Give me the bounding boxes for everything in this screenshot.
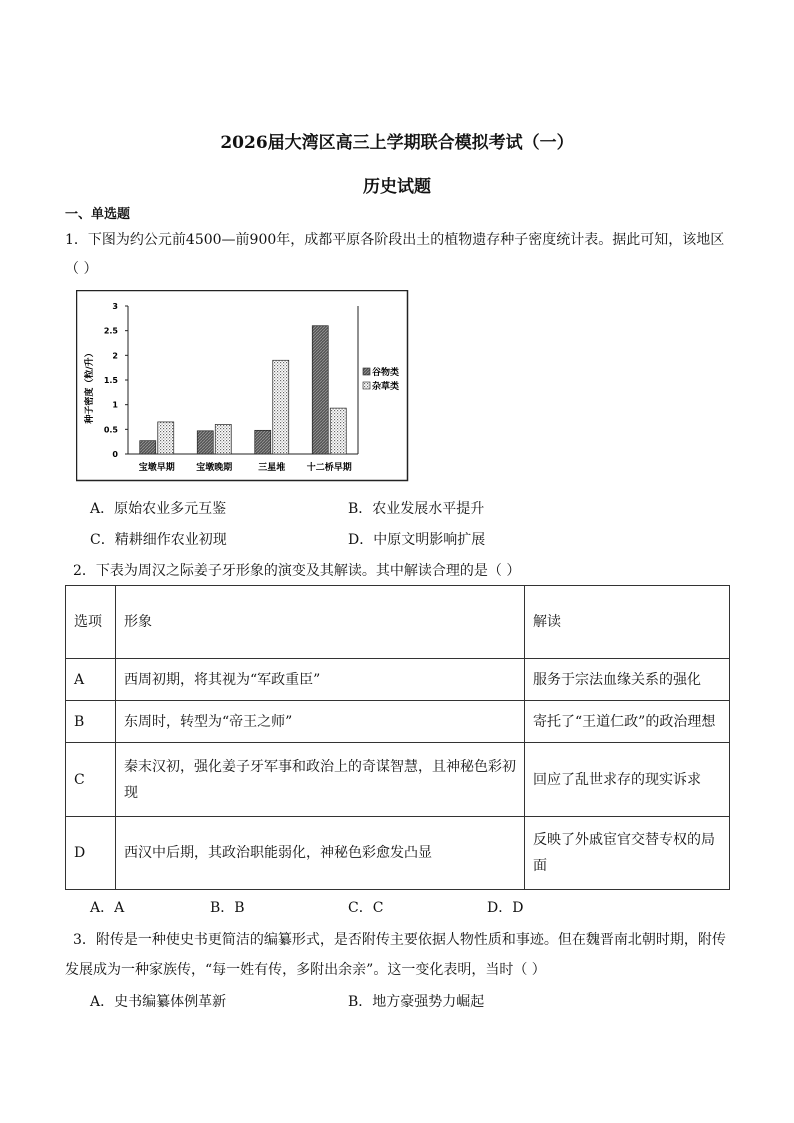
- q3-stem-line2: 发展成为一种家族传，“每一姓有传，多附出余亲”。这一变化表明，当时（ ）: [65, 962, 546, 978]
- y-tick-label: 2: [112, 351, 118, 361]
- q3-option-b[interactable]: B．地方豪强势力崛起: [348, 994, 485, 1010]
- x-tick-label: 三星堆: [258, 463, 286, 473]
- y-axis-label: 种子密度（粒/升）: [85, 348, 95, 424]
- q2-option-b[interactable]: B．B: [210, 900, 245, 916]
- bar-grain: [197, 431, 213, 454]
- table-header-cell: 选项: [66, 586, 116, 659]
- y-tick-label: 2.5: [103, 326, 118, 336]
- q2-table: [65, 585, 730, 890]
- table-header-row: [66, 586, 730, 659]
- table-cell: D: [66, 817, 116, 890]
- table-header-cell: 形象: [116, 586, 525, 659]
- table-cell: 反映了外戚宦官交替专权的局面: [525, 817, 730, 890]
- table-header-cell: 解读: [525, 586, 730, 659]
- table-cell: 东周时，转型为“帝王之师”: [116, 701, 525, 743]
- q1-stem-line2: （ ）: [65, 261, 98, 277]
- q3-option-a[interactable]: A．史书编纂体例革新: [90, 994, 227, 1010]
- y-tick-label: 0.5: [103, 425, 118, 435]
- bar-grain: [255, 430, 271, 454]
- q1-option-d[interactable]: D．中原文明影响扩展: [348, 532, 486, 548]
- bar-weed: [158, 422, 174, 454]
- q2-option-a[interactable]: A．A: [90, 900, 125, 916]
- table-cell: 寄托了“王道仁政”的政治理想: [525, 701, 730, 743]
- legend-label-grain: 谷物类: [372, 368, 400, 378]
- y-tick-label: 3: [112, 302, 118, 311]
- q1-option-b[interactable]: B．农业发展水平提升: [348, 501, 485, 517]
- page-title: 2026届大湾区高三上学期联合模拟考试（一）: [220, 133, 574, 153]
- y-tick-label: 1: [112, 400, 118, 410]
- seed-density-chart: [76, 290, 409, 482]
- table-cell: 西汉中后期，其政治职能弱化，神秘色彩愈发凸显: [116, 817, 525, 890]
- x-tick-label: 宝墩晚期: [196, 463, 233, 473]
- table-cell: 回应了乱世求存的现实诉求: [525, 743, 730, 817]
- section-heading: 一、单选题: [65, 207, 131, 222]
- bar-weed: [273, 360, 289, 454]
- table-row: [66, 701, 730, 743]
- table-cell: 秦末汉初，强化姜子牙军事和政治上的奇谋智慧，且神秘色彩初现: [116, 743, 525, 817]
- table-cell: B: [66, 701, 116, 743]
- q3-stem-line1: 3．附传是一种使史书更简洁的编纂形式，是否附传主要依据人物性质和事迹。但在魏晋南北朝时期，附传: [73, 932, 726, 948]
- table-row: [66, 817, 730, 890]
- table-cell: 西周初期，将其视为“军政重臣”: [116, 659, 525, 701]
- q2-option-c[interactable]: C．C: [348, 900, 384, 916]
- table-cell: 服务于宗法血缘关系的强化: [525, 659, 730, 701]
- x-tick-label: 宝墩早期: [138, 463, 175, 473]
- y-tick-label: 1.5: [103, 376, 118, 385]
- bar-weed: [215, 424, 231, 454]
- bar-weed: [330, 408, 346, 454]
- q1-option-c[interactable]: C．精耕细作农业初现: [90, 532, 227, 548]
- q2-stem: 2．下表为周汉之际姜子牙形象的演变及其解读。其中解读合理的是（ ）: [73, 563, 521, 579]
- bar-grain: [312, 326, 328, 454]
- table-cell: C: [66, 743, 116, 817]
- bar-grain: [140, 441, 156, 454]
- table-row: [66, 659, 730, 701]
- legend-swatch-weed: [363, 382, 370, 389]
- q1-stem-line1: 1．下图为约公元前4500—前900年，成都平原各阶段出土的植物遗存种子密度统计表。据此可知，该地区: [65, 232, 725, 248]
- legend-label-weed: 杂草类: [372, 382, 400, 392]
- page-subtitle: 历史试题: [363, 177, 431, 197]
- legend-swatch-grain: [363, 368, 370, 375]
- q2-option-d[interactable]: D．D: [487, 900, 524, 916]
- x-tick-label: 十二桥早期: [306, 463, 352, 473]
- y-tick-label: 0: [112, 450, 118, 459]
- table-row: [66, 743, 730, 817]
- q1-option-a[interactable]: A．原始农业多元互鉴: [90, 501, 227, 517]
- table-cell: A: [66, 659, 116, 701]
